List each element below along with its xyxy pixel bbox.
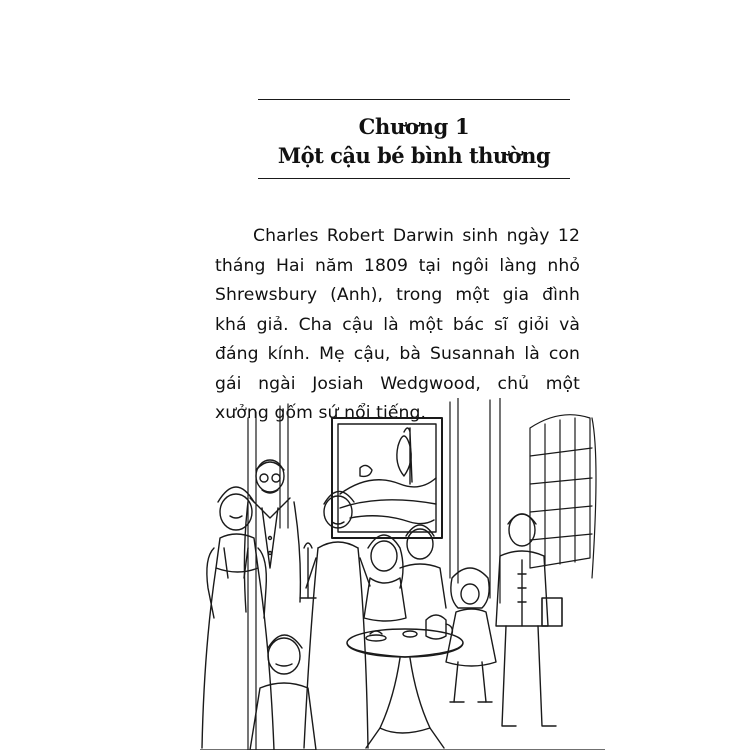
woman-left	[202, 487, 274, 750]
girl-center	[364, 535, 406, 621]
young-woman	[304, 491, 370, 748]
landscape-painting	[332, 418, 442, 538]
small-boy-front	[250, 635, 316, 750]
header-rule-bottom	[258, 178, 570, 179]
family-illustration	[200, 398, 605, 750]
man-glasses	[244, 460, 300, 612]
chapter-title: Một cậu bé bình thường	[277, 143, 551, 168]
chapter-number: Chương 1	[358, 114, 470, 139]
body-paragraph: Charles Robert Darwin sinh ngày 12 tháng Hai năm 1809 tại ngôi làng nhỏ Shrewsbury (Anh), trong một gia đình khá giả. Cha cậu là một bác sĩ giỏi và đáng kính. Mẹ cậu, bà Susannah là con gái ngài Josiah Wedgwood, chủ một xưởng gốm sứ nổi tiếng.	[215, 226, 580, 423]
window	[530, 415, 596, 578]
header-rule-top	[258, 99, 570, 100]
boy-jacket	[496, 514, 562, 726]
